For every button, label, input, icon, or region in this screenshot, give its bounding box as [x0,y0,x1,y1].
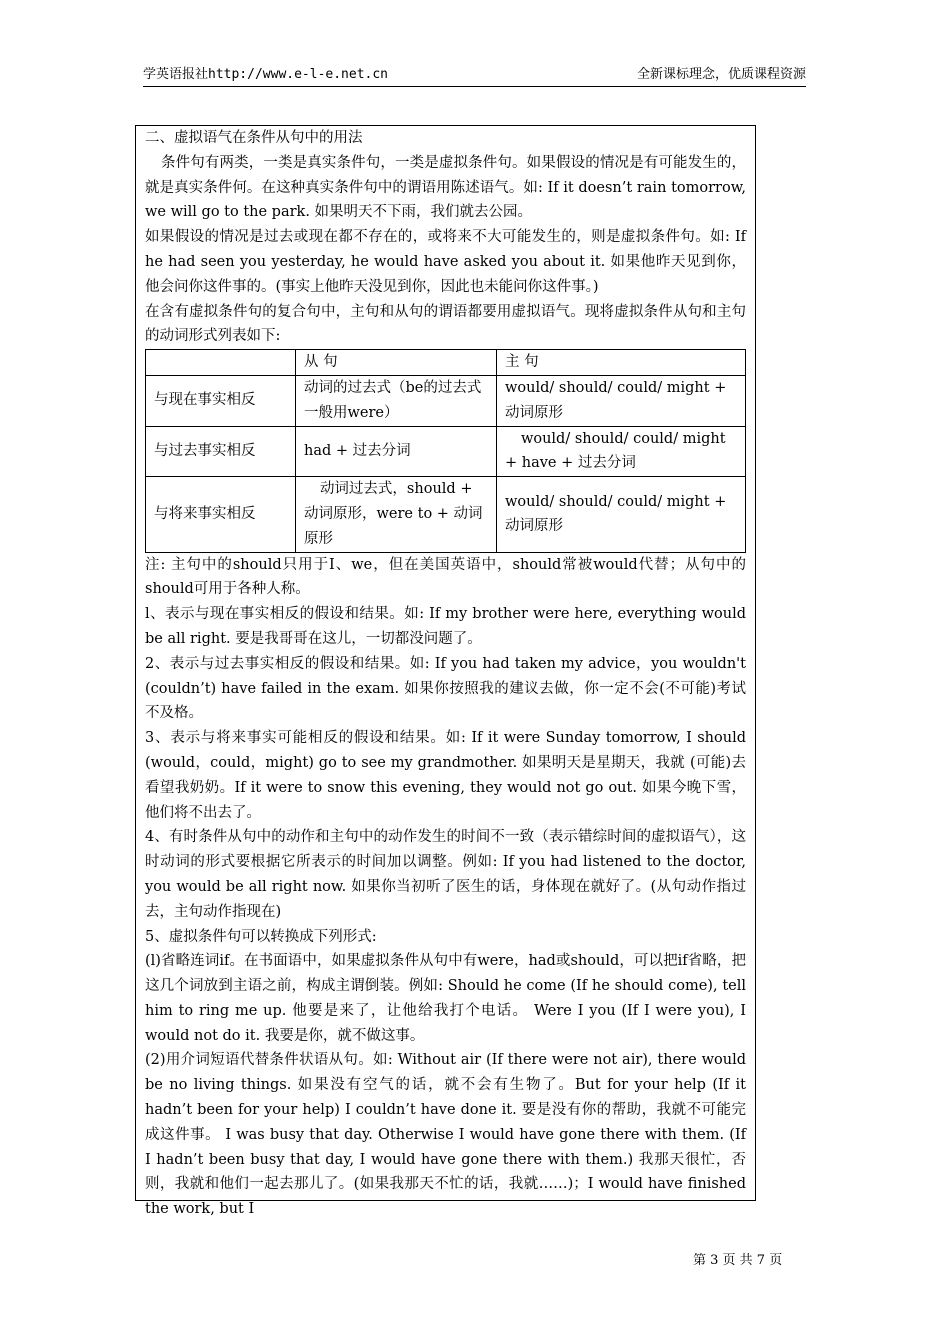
paragraph-note: 注: 主句中的should只用于I、we，但在美国英语中，should常被would代替；从句中的should可用于各种人称。 [145,556,746,598]
paragraph-present-unreal: l、表示与现在事实相反的假设和结果。如: If my brother were here, everything would be all right. 要是我哥哥在这儿，一切都没问题了。 [145,606,746,647]
header-slogan: 全新课标理念，优质课程资源 [636,67,806,82]
paragraph-real-conditional: 条件句有两类，一类是真实条件句，一类是虚拟条件句。如果假设的情况是有可能发生的，就是真实条件何。在这种真实条件句中的谓语用陈述语气。如: If it doesn’t rain tomorrow, we will go to the park. 如果明天不下雨，我们就去公园。 [145,154,746,221]
table-cell: 与现在事实相反 [146,375,296,426]
table-header-row [146,350,746,376]
table-row [146,477,746,552]
table-cell: 动词过去式，should + 动词原形，were to + 动词原形 [296,477,497,552]
table-cell: 动词的过去式（be的过去式一般用were） [296,375,497,426]
paragraph-unreal-conditional: 如果假设的情况是过去或现在都不存在的，或将来不大可能发生的，则是虚拟条件句。如: If he had seen you yesterday, he would have asked you about it. 如果他昨天见到你，他会问你这件事的。(事实上他昨天没见到你，因此也未能问你这件事。) [145,229,746,295]
paragraph-prepositional-phrase: (2)用介词短语代替条件状语从句。如: Without air (If there were not air), there would be no living things. 如果没有空气的话，就不会有生物了。But for your help (If it hadn’t been for your help) I couldn’t have done it. 要是没有你的帮助，我就不可能完成这件事。 I was busy that day. Otherwise I would have gone there with them. (If I hadn’t been busy that day, I would have gone there with them.) 我那天很忙，否则，我就和他们一起去那儿了。(如果我那天不忙的话，我就……)；I would have finished the work, but I [145,1052,746,1218]
paragraph-past-unreal: 2、表示与过去事实相反的假设和结果。如: If you had taken my advice，you wouldn't (couldn’t) have failed in the exam. 如果你按照我的建议去做，你一定不会(不可能)考试不及格。 [145,655,746,722]
content-frame [135,125,756,1218]
table-cell: would/ should/ could/ might + have + 过去分词 [497,426,746,477]
table-row [146,375,746,426]
section-title: 二、虚拟语气在条件从句中的用法 [145,130,363,146]
table-header-cell: 主 句 [497,350,746,376]
page-number: 第 3 页 共 7 页 [693,1253,783,1268]
paragraph-conversion-intro: 5、虚拟条件句可以转换成下列形式: [145,928,377,945]
header-site-url: 学英语报社http://www.e-l-e.net.cn [143,67,389,82]
page-header [143,64,806,87]
table-row [146,426,746,477]
document-body [145,126,746,1222]
table-cell: would/ should/ could/ might + 动词原形 [497,477,746,552]
table-cell: had + 过去分词 [296,426,497,477]
paragraph-omit-if: (l)省略连词if。在书面语中，如果虚拟条件从句中有were，had或should，可以把if省略，把这几个词放到主语之前，构成主谓倒装。例如: Should he come (If he should come), tell him to ring me up. 他要是来了，让他给我打个电话。 Were I you (If I were you), I would not do it. 我要是你，就不做这事。 [145,953,746,1044]
table-cell: would/ should/ could/ might + 动词原形 [497,375,746,426]
table-cell: 与将来事实相反 [146,477,296,552]
paragraph-table-intro: 在含有虚拟条件句的复合句中，主句和从句的谓语都要用虚拟语气。现将虚拟条件从句和主句的动词形式列表如下: [145,303,746,345]
table-cell: 与过去事实相反 [146,426,296,477]
table-header-cell [146,350,296,376]
paragraph-future-unreal: 3、表示与将来事实可能相反的假设和结果。如: If it were Sunday tomorrow, I should (would，could，might) go to see my grandmother. 如果明天是星期天，我就 (可能)去看望我奶奶。If it were to snow this evening, they would not go out. 如果今晚下雪，他们将不出去了。 [145,730,746,821]
table-header-cell: 从 句 [296,350,497,376]
paragraph-mixed-time: 4、有时条件从句中的动作和主句中的动作发生的时间不一致（表示错综时间的虚拟语气），这时动词的形式要根据它所表示的时间加以调整。例如: If you had listened to the doctor, you would be all right now. 如果你当初听了医生的话，身体现在就好了。(从句动作指过去，主句动作指现在) [145,829,746,920]
verb-form-table [145,349,746,552]
